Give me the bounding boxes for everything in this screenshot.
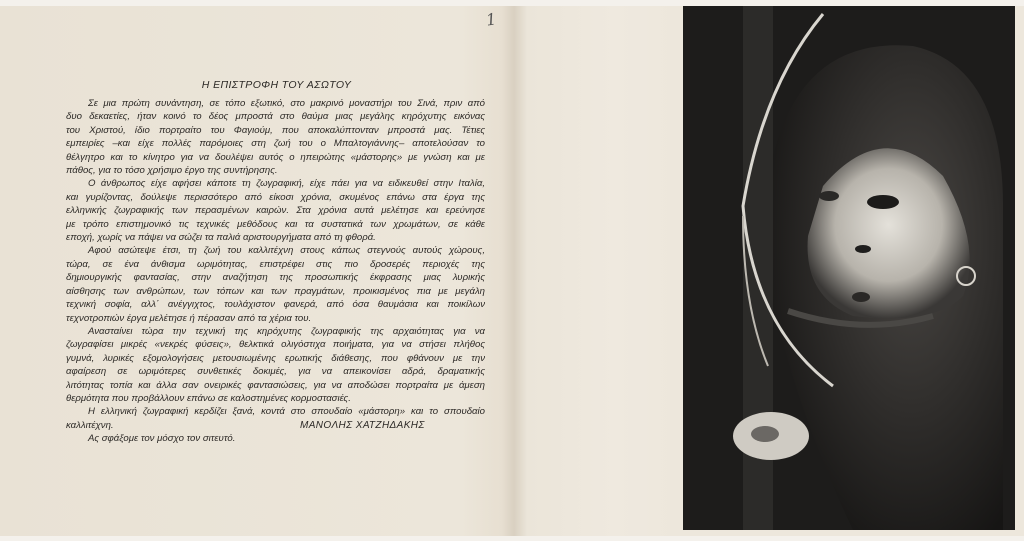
text-line: πάθος, για το τόσο χρήσιμο έργο της συντήρησης. [66, 165, 278, 177]
text-line: τεχνοτροπιών έργα μελέτησε ή πέρασαν από τα χέρια του. [66, 312, 312, 324]
text-line: τεχνική σοφία, αλλ΄ ανέγγιχτος, τουλάχιστον φανερά, από όσα θαυμάσια και ποικίλων [66, 299, 485, 311]
text-line: Ο άνθρωπος είχε αφήσει κάποτε τη ζωγραφική, είχε πάει για να ειδικευθεί στην Ιταλία, [88, 178, 485, 190]
text-line: Σε μια πρώτη συνάντηση, σε τόπο εξωτικό, στο μακρινό μοναστήρι του Σινά, πριν από [88, 98, 485, 109]
text-line: εποχή, χωρίς να πάψει να σώζει τα παλιά αριστουργήματα από τη φθορά. [66, 232, 376, 244]
text-line: γυμνά, λυρικές εξομολογήσεις μετουσιωμένης ερωτικής διάθεσης, που φθάνουν με την [66, 352, 485, 364]
text-line: και γυρίζοντας, δούλεψε περισσότερο από είκοσι χρόνια, σκυμένος επάνω στα έργα της [66, 191, 485, 203]
text-line: αφαίρεση σε ωριμότερες συνθετικές δοκιμές, για να απεικονίσει αδρά, δραματικής [66, 366, 485, 378]
text-line: Ανασταίνει τώρα την τεχνική της κηρόχυτης ζωγραφικής της αρχαιότητας για να [88, 325, 485, 337]
handwritten-page-number: 1 [484, 9, 498, 30]
text-line: δημιουργικής φαντασίας, στην αναζήτηση της προσωπικής έκφρασης μιας λυρικής [66, 272, 485, 284]
article-title: Η ΕΠΙΣΤΡΟΦΗ ΤΟΥ ΑΣΩΤΟΥ [201, 79, 352, 91]
portrait-painting [683, 6, 1015, 530]
text-line: εμπειρίες –και είχε πολλές παρόμοιες στη ζωή του ο Μπαλτογιάννης– αποτελούσαν το [66, 138, 485, 150]
text-line: ζωγραφίσει μικρές «νεκρές φύσεις», θελκτικά ολιγόστιχα ποιήματα, για να στήσει πλήθος [66, 339, 485, 351]
text-line: λιτότητας τοπία και άλλα σαν ονειρικές φαντασιώσεις, για να αποδώσει πορτραίτα με άμεση [66, 379, 485, 391]
text-line: δυο δεκαετίες, ήταν κοινό το δέος μπροστά στο θαύμα μιας μεγάλης κηρόχυτης εικόνας [66, 111, 485, 123]
text-line: αίσθησης των ανθρώπων, των τόπων και των πραγμάτων, προικισμένος πια με μεγάλη [66, 285, 485, 297]
text-line: Ας σφάξομε τον μόσχο τον σιτευτό. [88, 433, 236, 445]
portrait-image [683, 6, 1015, 530]
text-line: του Χριστού, ίδιο πορτραίτο του Φαγιούμ, που αποκαλύπτονταν μπροστά μας. Τέτιες [66, 124, 485, 136]
text-line: θέλγητρο και το κίνητρο για να δουλέψει αυτός ο ηπειρώτης «μάστορης» με γνώση και με [66, 151, 485, 163]
text-line: θερμότητα που προβάλλουν επάνω σε καλοστημένες κορμοστασιές. [66, 392, 351, 404]
text-line: με τρόπο επιστημονικό τις τεχνικές μεθόδους και τα συστατικά των χρωμάτων, σε κάθε [66, 218, 485, 230]
text-line: τώρα, σε ένα άνθισμα ωριμότητας, επιστρέφει στις πιο δροσερές περιοχές της [66, 258, 485, 270]
author-signature: ΜΑΝΟΛΗΣ ΧΑΤΖΗΔΑΚΗΣ [300, 420, 425, 431]
article-body [66, 97, 485, 446]
text-line: καλλιτέχνη. [66, 419, 114, 431]
text-line: ελληνικής ζωγραφικής των περασμένων καιρών. Στα χρόνια αυτά μελέτησε και ερεύνησε [66, 205, 485, 217]
text-line: Η ελληνική ζωγραφική κερδίζει ξανά, κοντά στο σπουδαίο «μάστορη» και το σπουδαίο [88, 406, 485, 418]
text-line: Αφού ασώτεψε έτσι, τη ζωή του καλλιτέχνη στους κάπως στεγνούς αυτούς χώρους, [88, 245, 485, 257]
